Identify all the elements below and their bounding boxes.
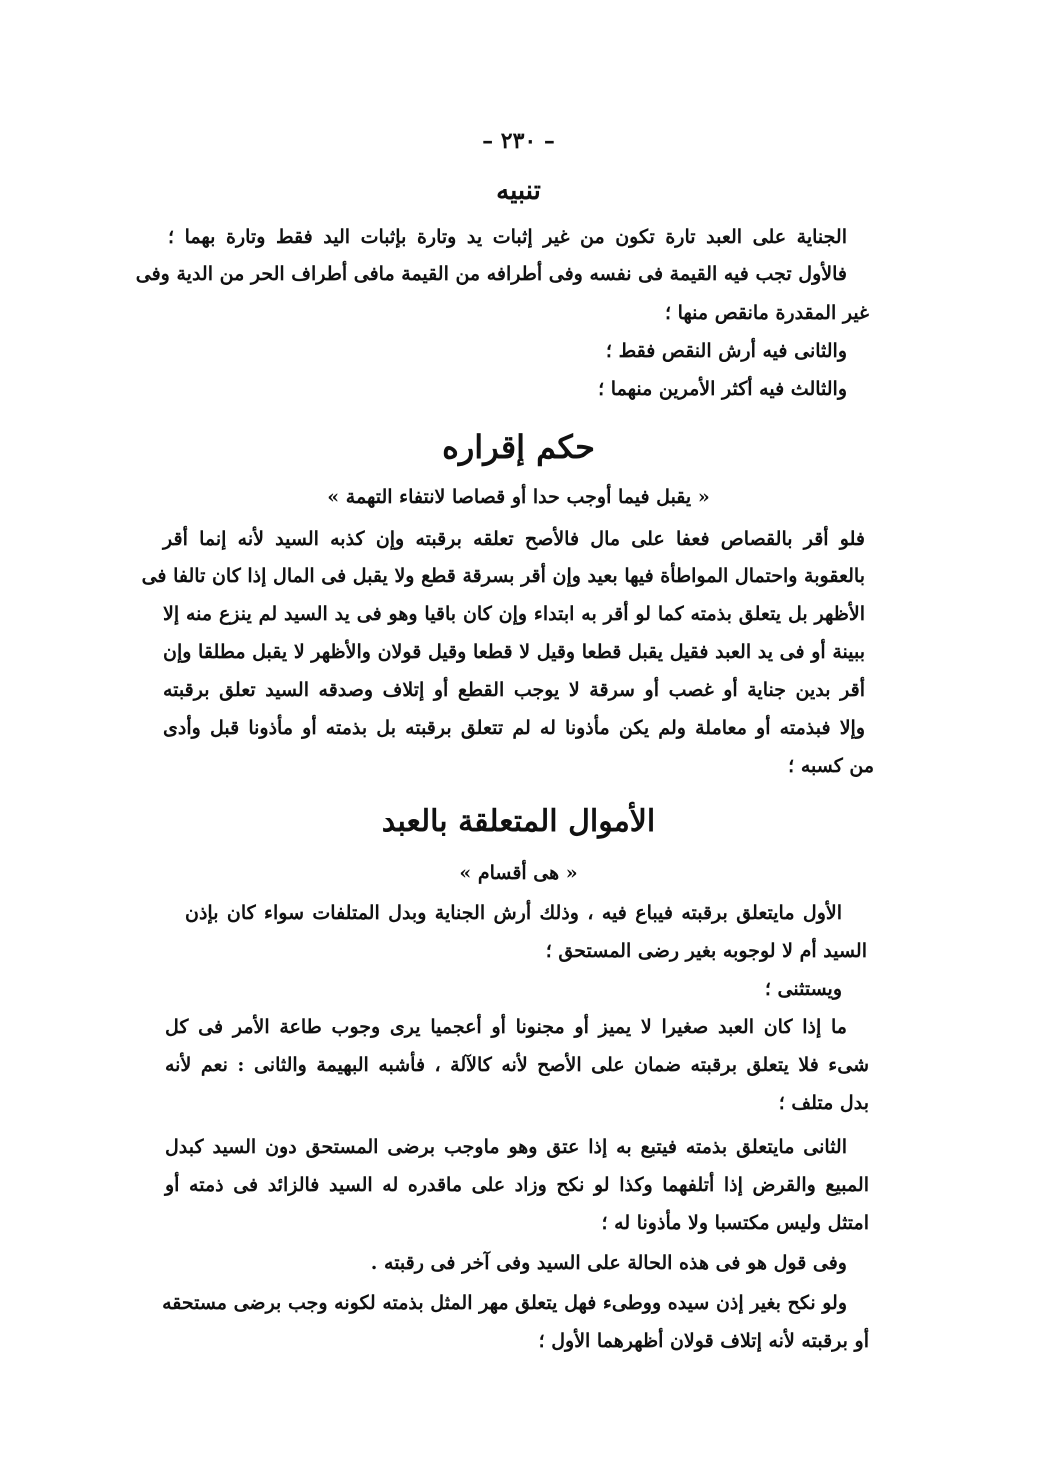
paragraph-line: الأظهر بل يتعلق بذمته كما لو أقر به ابتداء وإن كان باقيا وهو فى يد السيد لم ينزع منه إلا	[163, 603, 865, 625]
heading-iqrar: حكم إقراره	[442, 428, 595, 466]
paragraph-line-text: بدل متلف ؛	[778, 1092, 869, 1114]
paragraph-line-text: ويستثنى ؛	[764, 978, 842, 1000]
paragraph-line: شىء فلا يتعلق برقبته ضمان على الأصح لأنه كالآلة ، فأشبه البهيمة والثانى : نعم لأنه	[165, 1054, 869, 1076]
paragraph-line-text: امتثل وليس مكتسبا ولا مأذونا له ؛	[601, 1212, 869, 1234]
subheading-amwal: « هى أقسام »	[459, 862, 578, 884]
paragraph-line: الجناية على العبد تارة تكون من غير إثبات يد وتارة بإثبات اليد فقط وتارة بهما ؛	[168, 226, 847, 248]
paragraph-line: ببينة أو فى يد العبد فقيل يقبل قطعا وقيل لا قطعا وقيل قولان والأظهر لا يقبل مطلقا وإن	[163, 641, 865, 663]
paragraph-line-text: أو برقبته لأنه إتلاف قولان أظهرهما الأول ؛	[538, 1330, 869, 1352]
paragraph-line-text: وفى قول هو فى هذه الحالة على السيد وفى آخر فى رقبته .	[370, 1252, 847, 1274]
paragraph-line-text: السيد أم لا لوجوبه بغير رضى المستحق ؛	[545, 940, 867, 962]
paragraph-line-text: غير المقدرة مانقص منها ؛	[664, 302, 869, 324]
paragraph-line-text: من كسبه ؛	[788, 755, 874, 777]
paragraph-line: أقر بدين جناية أو غصب أو سرقة لا يوجب القطع أو إتلاف وصدقه السيد تعلق برقبته	[163, 679, 865, 701]
paragraph-line-text: والثالث فيه أكثر الأمرين منهما ؛	[598, 378, 847, 400]
paragraph-line: فلو أقر بالقصاص فعفا على مال فالأصح تعلقه برقبته وإن كذبه السيد لأنه إنما أقر	[163, 528, 865, 550]
paragraph-line: وإلا فبذمته أو معاملة ولم يكن مأذونا له لم تتعلق برقبته بل بذمته أو مأذونا قبل وأدى	[163, 717, 865, 739]
paragraph-line: فالأول تجب فيه القيمة فى نفسه وفى أطرافه من القيمة مافى أطراف الحر من الدية وفى	[135, 263, 847, 285]
paragraph-line: المبيع والقرض إذا أتلفهما وكذا لو نكح وزاد على ماقدره له السيد فالزائد فى ذمته أو	[165, 1174, 869, 1196]
heading-amwal: الأموال المتعلقة بالعبد	[381, 804, 656, 839]
paragraph-line: بالعقوبة واحتمال المواطأة فيها بعيد وإن أقر بسرقة قطع ولا يقبل فى المال إذا كان تالفا فى	[141, 565, 865, 587]
paragraph-line: الثانى مايتعلق بذمته فيتبع به إذا عتق وهو ماوجب برضى المستحق دون السيد كبدل	[165, 1136, 847, 1158]
heading-tanbih: تنبيه	[496, 176, 541, 206]
subheading-iqrar: « يقبل فيما أوجب حدا أو قصاصا لانتفاء التهمة »	[327, 486, 710, 508]
page-number: – ٢٣٠ –	[482, 128, 555, 154]
paragraph-line-text: والثانى فيه أرش النقص فقط ؛	[605, 340, 847, 362]
paragraph-line: الأول مايتعلق برقبته فيباع فيه ، وذلك أرش الجناية وبدل المتلفات سواء كان بإذن	[185, 902, 842, 924]
paragraph-line: ما إذا كان العبد صغيرا لا يميز أو مجنونا أو أعجميا يرى وجوب طاعة الأمر فى كل	[165, 1016, 847, 1038]
paragraph-line: ولو نكح بغير إذن سيده ووطىء فهل يتعلق مهر المثل بذمته لكونه وجب برضى مستحقه	[162, 1292, 847, 1314]
